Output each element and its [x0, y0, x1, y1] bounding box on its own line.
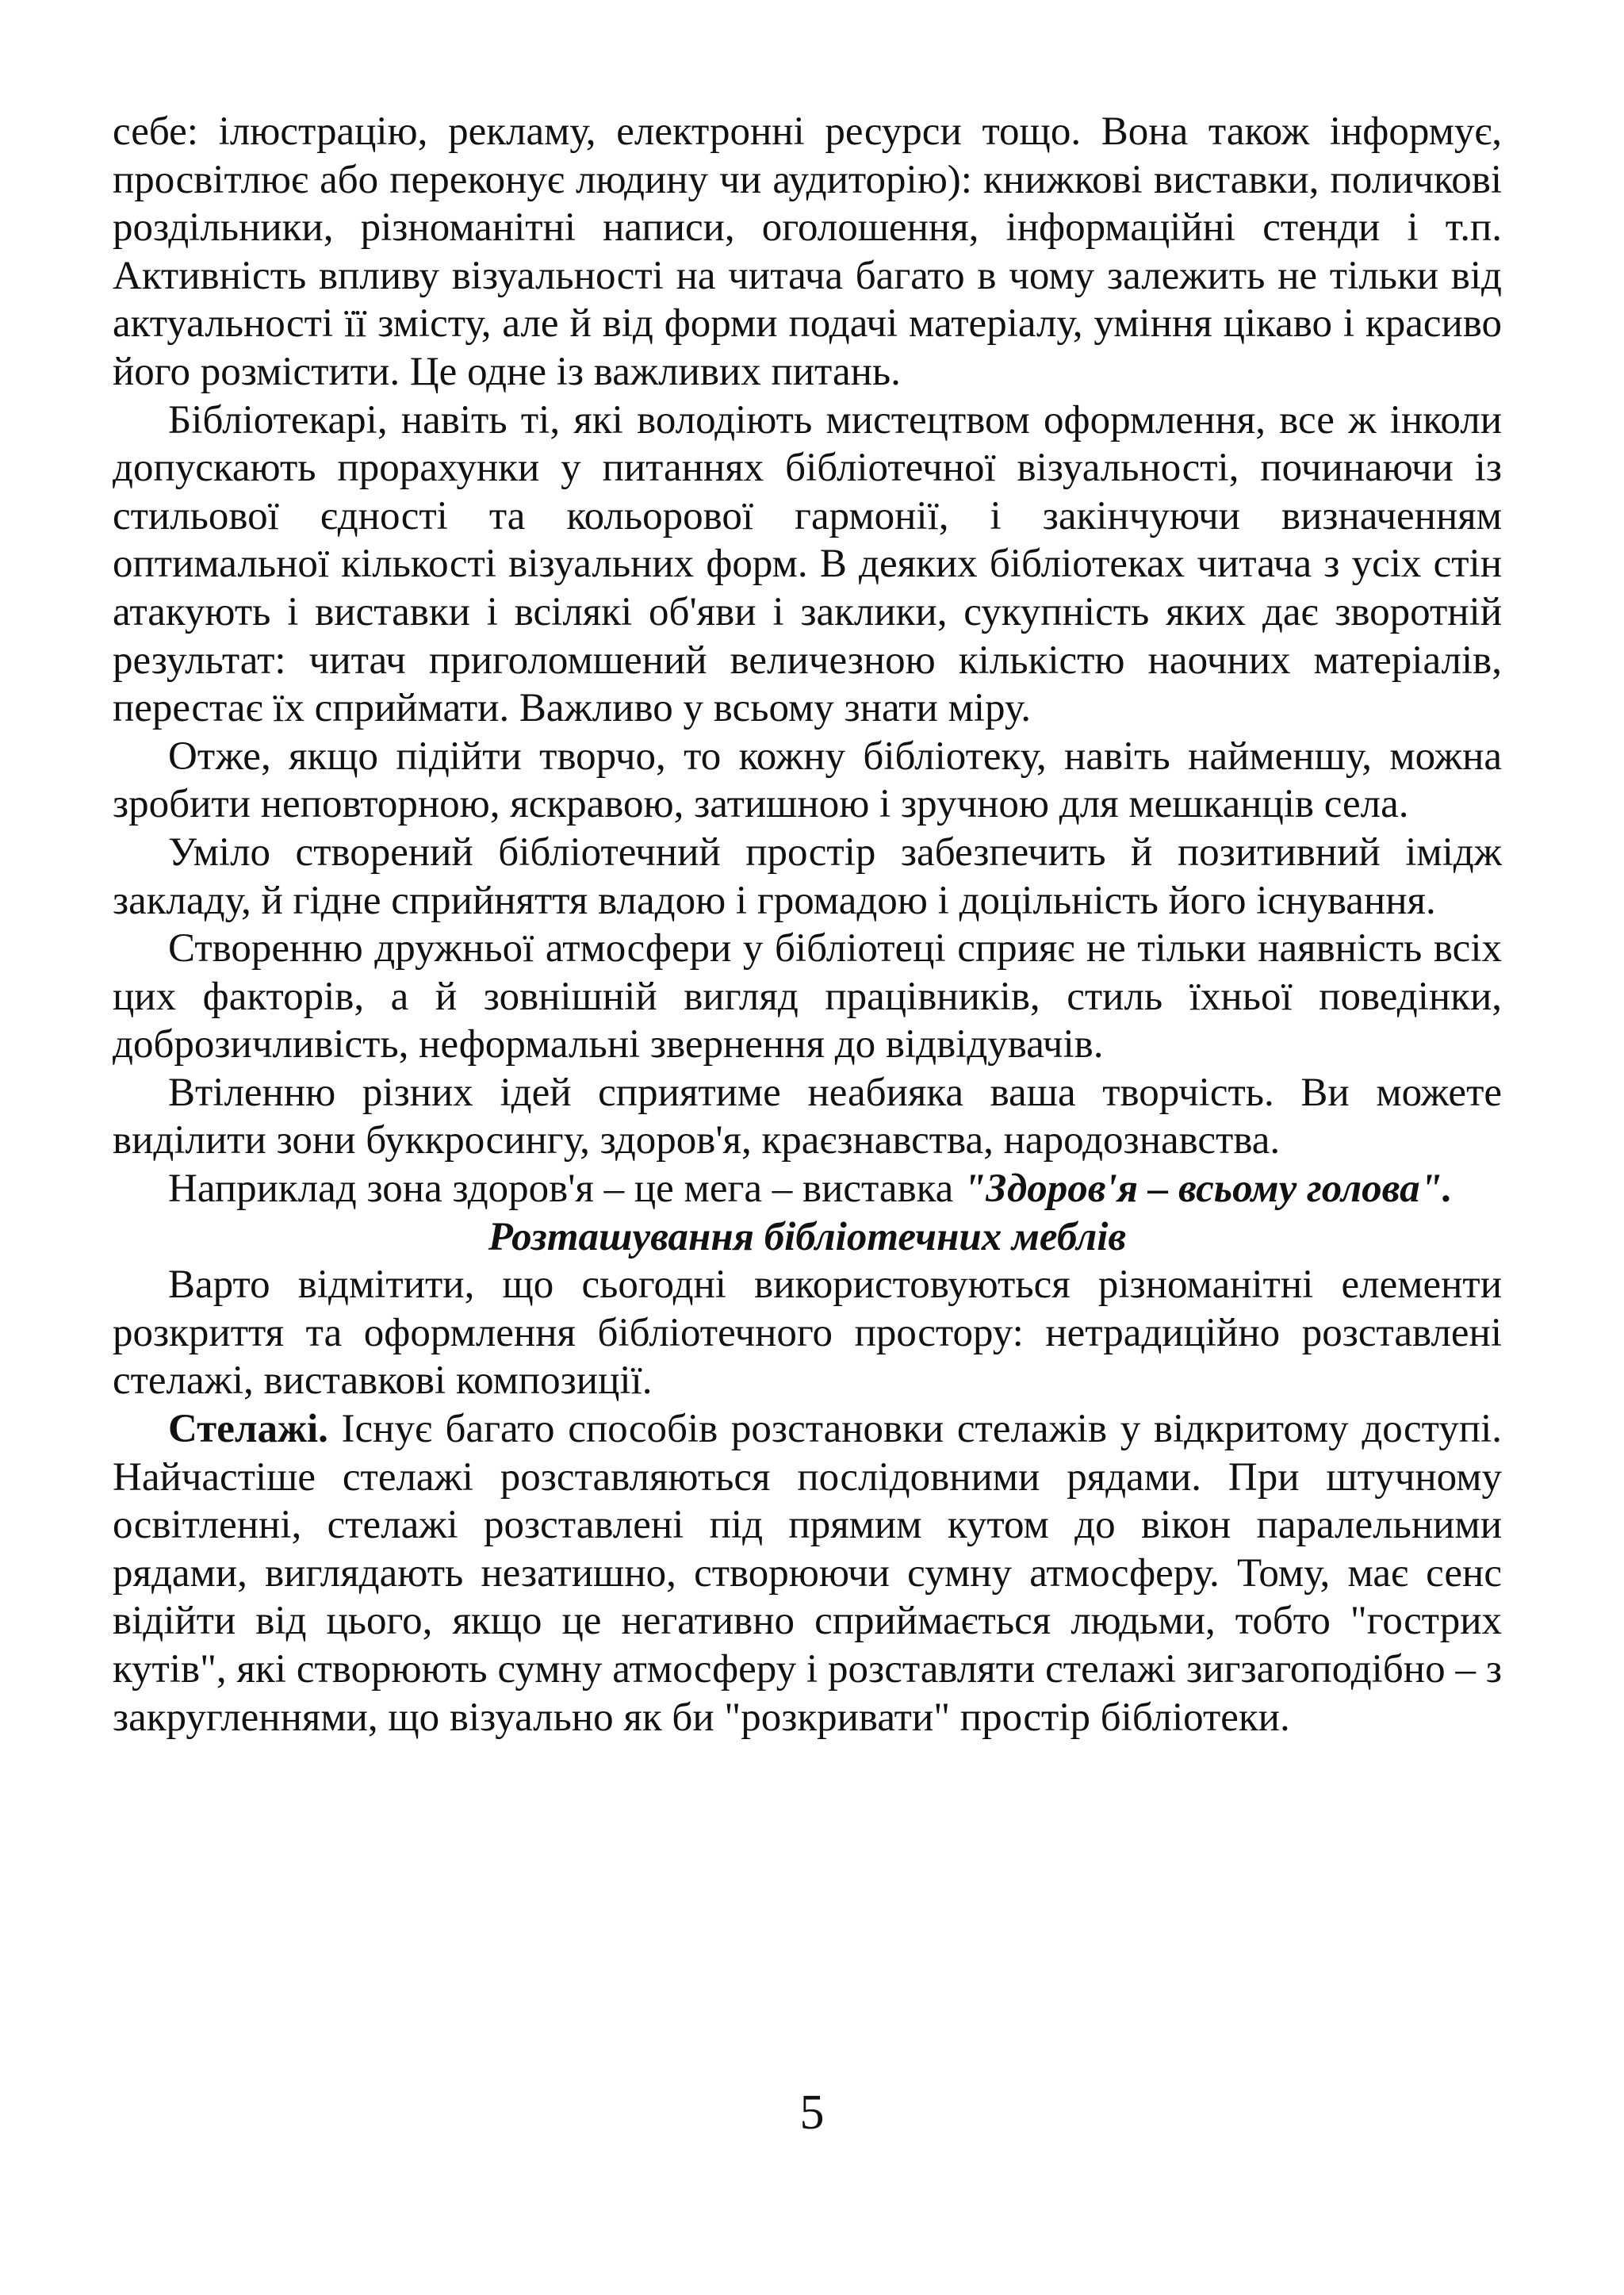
paragraph-health-zone	[113, 1165, 1502, 1213]
health-exhibition-title: "Здоров'я – всьому голова".	[963, 1167, 1453, 1212]
paragraph-visual-forms: себе: ілюстрацію, рекламу, електронні ресурси тощо. Вона також інформує, просвітлює або переконує людину чи аудиторію): книжкові виставки, поличкові роздільники, різноманітні написи, оголошення, інформаційні стенди і т.п. Активність впливу візуальності на читача багато в чому залежить не тільки від актуальності її змісту, але й від форми подачі матеріалу, уміння цікаво і красиво його розмістити. Це одне із важливих питань.	[113, 109, 1502, 394]
paragraph-space-elements: Варто відмітити, що сьогодні використовуються різноманітні елементи розкриття та оформлення бібліотечного простору: нетрадиційно розставлені стелажі, виставкові композиції.	[113, 1262, 1502, 1404]
page-number: 5	[799, 2086, 825, 2140]
paragraph-library-space: Уміло створений бібліотечний простір забезпечить й позитивний імідж закладу, й гідне сприйняття владою і громадою і доцільність його існування.	[113, 829, 1502, 923]
paragraph-creative-approach: Отже, якщо підійти творчо, то кожну бібліотеку, навіть найменшу, можна зробити неповторною, яскравою, затишною і зручною для мешканців села.	[113, 734, 1502, 827]
health-zone-text: Наприклад зона здоров'я – це мега – виставка	[168, 1167, 964, 1212]
section-heading: Розташування бібліотечних меблів	[488, 1214, 1127, 1259]
paragraph-zones: Втіленню різних ідей сприятиме неабияка ваша творчість. Ви можете виділити зони буккросингу, здоров'я, краєзнавства, народознавства.	[113, 1070, 1502, 1163]
shelves-term: Стелажі.	[168, 1407, 328, 1452]
paragraph-librarians-mistakes: Бібліотекарі, навіть ті, які володіють мистецтвом оформлення, все ж інколи допускають прорахунки у питаннях бібліотечної візуальності, починаючи із стильової єдності та кольорової гармонії, і закінчуючи визначенням оптимальної кількості візуальних форм. В деяких бібліотеках читача з усіх стін атакують і виставки і всілякі об'яви і заклики, сукупність яких дає зворотній результат: читач приголомшений величезною кількістю наочних матеріалів, перестає їх сприймати. Важливо у всьому знати міру.	[113, 397, 1502, 731]
text-column	[113, 108, 1502, 1741]
shelves-text: Існує багато способів розстановки стелажів у відкритому доступі. Найчастіше стелажі розставляються послідовними рядами. При штучному освітленні, стелажі розставлені під прямим кутом до вікон паралельними рядами, виглядають незатишно, створюючи сумну атмосферу. Тому, має сенс відійти від цього, якщо це негативно сприймається людьми, тобто "гострих кутів", які створюють сумну атмосферу і розставляти стелажі зигзагоподібно – з закругленнями, що візуально як би "розкривати" простір бібліотеки.	[113, 1407, 1502, 1740]
paragraph-shelves	[113, 1405, 1502, 1741]
paragraph-friendly-atmosphere: Створенню дружньої атмосфери у бібліотеці сприяє не тільки наявність всіх цих факторів, а й зовнішній вигляд працівників, стиль їхньої поведінки, доброзичливість, неформальні звернення до відвідувачів.	[113, 926, 1502, 1067]
